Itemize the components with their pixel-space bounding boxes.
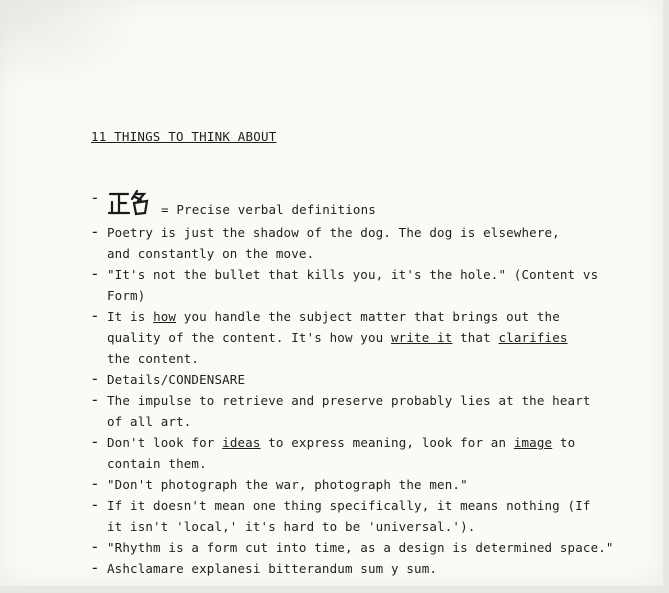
item-dash: -	[90, 537, 100, 556]
item-line: Form)	[107, 288, 146, 303]
item-line: Ashclamare explanesi bitterandum sum y sum.	[107, 561, 438, 576]
list-item-9	[90, 495, 650, 537]
underlined-word: clarifies	[498, 330, 568, 345]
item-line: "Rhythm is a form cut into time, as a design is determined space."	[107, 540, 614, 555]
list-item-11	[90, 558, 650, 579]
list-item-1	[90, 188, 650, 222]
item-dash: -	[90, 306, 100, 325]
text-segment: quality of the content. It's how you	[107, 330, 391, 345]
item-dash: -	[90, 222, 100, 241]
item-line: and constantly on the move.	[107, 246, 315, 261]
item-line	[107, 327, 650, 348]
things-list	[90, 188, 650, 579]
list-item-8	[90, 474, 650, 495]
text-segment: that	[452, 330, 499, 345]
list-item-6	[90, 390, 650, 432]
item-line: If it doesn't mean one thing specifically, it means nothing (If	[107, 498, 591, 513]
item-line	[107, 188, 650, 222]
text-segment: you handle the subject matter that brings out the	[176, 309, 560, 324]
list-item-7	[90, 432, 650, 474]
item-dash: -	[90, 188, 100, 207]
list-item-4	[90, 306, 650, 369]
text-segment: to express meaning, look for an	[260, 435, 514, 450]
item-line: "It's not the bullet that kills you, it's the hole." (Content vs	[107, 267, 599, 282]
paper-stain	[0, 0, 150, 95]
item-line: of all art.	[107, 414, 192, 429]
underlined-word: ideas	[222, 435, 261, 450]
item-line: The impulse to retrieve and preserve probably lies at the heart	[107, 393, 591, 408]
text-segment: Don't look for	[107, 435, 223, 450]
page-title: 11 THINGS TO THINK ABOUT	[91, 129, 277, 144]
underlined-word: write it	[391, 330, 453, 345]
text-segment: to	[552, 435, 576, 450]
item-dash: -	[90, 369, 100, 388]
item-text: = Precise verbal definitions	[161, 202, 376, 217]
item-line: Details/CONDENSARE	[107, 372, 246, 387]
item-line	[107, 306, 650, 327]
underlined-word: how	[153, 309, 177, 324]
item-line: it isn't 'local,' it's hard to be 'universal.').	[107, 519, 476, 534]
item-dash: -	[90, 495, 100, 514]
item-line: the content.	[107, 351, 200, 366]
list-item-3	[90, 264, 650, 306]
item-dash: -	[90, 432, 100, 451]
item-line: Poetry is just the shadow of the dog. The dog is elsewhere,	[107, 225, 560, 240]
item-line	[107, 432, 650, 453]
item-dash: -	[90, 558, 100, 577]
list-item-10	[90, 537, 650, 558]
item-dash: -	[90, 264, 100, 283]
list-item-2	[90, 222, 650, 264]
text-segment: It is	[107, 309, 154, 324]
underlined-word: image	[513, 435, 553, 450]
item-dash: -	[90, 390, 100, 409]
item-line: "Don't photograph the war, photograph the men."	[107, 477, 468, 492]
item-line: contain them.	[107, 456, 207, 471]
zheng-ming-calligraphy-icon	[107, 188, 153, 216]
list-item-5	[90, 369, 650, 390]
item-dash: -	[90, 474, 100, 493]
